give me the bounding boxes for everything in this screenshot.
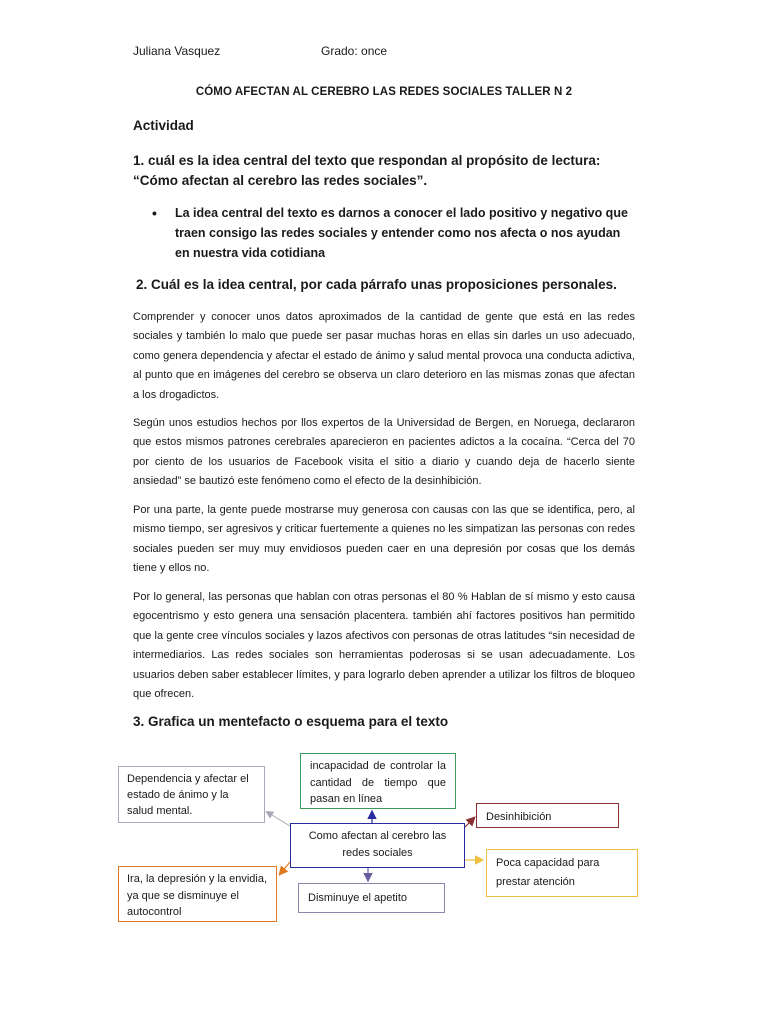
question-2: 2. Cuál es la idea central, por cada párrafo unas proposiciones personales. xyxy=(136,277,617,292)
arrow-to-desinhibicion xyxy=(465,818,474,827)
node-incapacidad: incapacidad de controlar la cantidad de tiempo que pasan en línea xyxy=(300,753,456,809)
node-center: Como afectan al cerebro las redes sociales xyxy=(290,823,465,868)
document-title: CÓMO AFECTAN AL CEREBRO LAS REDES SOCIALES TALLER N 2 xyxy=(195,86,573,98)
paragraph-2: Según unos estudios hechos por llos expertos de la Universidad de Bergen, en Noruega, declararon que estos mismos patrones cerebrales aparecieron en pacientes adictos a la cocaína. “Cerca del 70 por ciento de los usuarios de Facebook visita el sitio a diario y cuando deja de hacerlo siente ansiedad” se bautizó este fenómeno como el efecto de la desinhibición. xyxy=(133,417,635,488)
paragraph-1: Comprender y conocer unos datos aproximados de la cantidad de gente que está en las redes sociales y también lo malo que puede ser pasar muchas horas en ellas sin darles un uso adecuado, como genera dependencia y afectar el estado de ánimo y salud mental provoca una conducta adictiva, al punto que en imágenes del cerebro se observa un claro deterioro en las mismas zonas que afectan a los drogadictos. xyxy=(133,311,635,401)
activity-heading: Actividad xyxy=(133,118,194,133)
bullet-icon: • xyxy=(152,205,157,221)
paragraph-3: Por una parte, la gente puede mostrarse muy generosa con causas con las que se identifica, pero, al mismo tiempo, ser agresivos y criticar fuertemente a quienes no les simpatizan las personas con redes sociales pueden ser muy muy envidiosos pueden caer en una depresión por cosas que los demás tiene y ellos no. xyxy=(133,504,635,575)
arrow-to-ira xyxy=(280,862,290,874)
grade: Grado: once xyxy=(321,44,388,58)
answer-1-text: La idea central del texto es darnos a conocer el lado positivo y negativo que traen consigo las redes sociales y entender como nos afecta o nos ayudan en nuestra vida cotidiana xyxy=(175,206,628,260)
arrow-to-dependencia xyxy=(267,812,290,826)
question-3: 3. Grafica un mentefacto o esquema para el texto xyxy=(133,714,449,729)
paragraph-4: Por lo general, las personas que hablan con otras personas el 80 % Hablan de sí mismo y esto causa egocentrismo y esto genera una sensación placentera. también ahí factores positivos han permitido que la gente cree vínculos sociales y lazos afectivos con personas de otras latitudes “sin necesidad de intermediarios. Las redes sociales son herramientas poderosas si se usan adecuadamente. Los usuarios deben saber establecer límites, y para lograrlo deben aprender a utilizar los filtros de bloqueo que ofrecen. xyxy=(133,591,635,701)
node-poca-capacidad: Poca capacidad para prestar atención xyxy=(486,849,638,897)
node-disminuye: Disminuye el apetito xyxy=(298,883,445,913)
student-name: Juliana Vasquez xyxy=(133,44,221,58)
node-desinhibicion: Desinhibición xyxy=(476,803,619,828)
node-ira: Ira, la depresión y la envidia, ya que se disminuye el autocontrol xyxy=(118,866,277,922)
question-1: 1. cuál es la idea central del texto que respondan al propósito de lectura: “Cómo afectan al cerebro las redes sociales”. xyxy=(133,153,601,188)
node-dependencia: Dependencia y afectar el estado de ánimo y la salud mental. xyxy=(118,766,265,823)
